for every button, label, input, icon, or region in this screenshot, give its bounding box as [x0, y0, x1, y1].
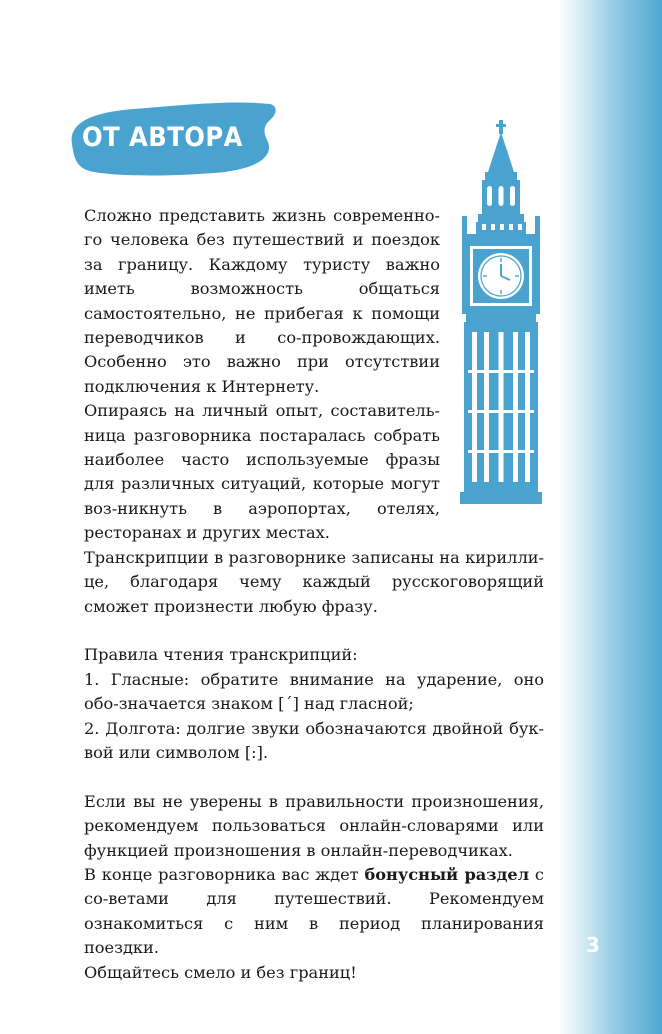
side-color-band	[558, 0, 662, 1034]
author-paragraph: Опираясь на личный опыт, составитель-ница разговорника постаралась собрать наиболее часто используемые фразы для различных ситуаций, которые могут воз-никнуть в аэропортах, отелях, ресторанах и других местах.	[84, 401, 440, 543]
closing-line: Общайтесь смело и без границ!	[84, 962, 357, 982]
bonus-text-start: В конце разговорника вас ждет	[84, 864, 365, 884]
bonus-text-end: с со-ветами для путешествий. Рекомендуем ознакомиться с ним в период планирования поездки.	[84, 864, 544, 958]
rule-vowels: 1. Гласные: обратите внимание на ударение, оно обо-значается знаком [´] над гласной;	[84, 669, 544, 714]
bonus-section-highlight: бонусный раздел	[364, 864, 530, 884]
body-text	[84, 204, 544, 985]
page-title: ОТ АВТОРА	[82, 122, 243, 153]
rule-length: 2. Долгота: долгие звуки обозначаются двойной бук-вой или символом [:].	[84, 718, 544, 762]
transcription-paragraph: Транскрипции в разговорнике записаны на кирилли-це, благодаря чему каждый русскоговорящий сможет произнести любую фразу.	[84, 547, 544, 616]
page-number: 3	[586, 933, 600, 957]
pronunciation-paragraph: Если вы не уверены в правильности произношения, рекомендуем пользоваться онлайн-словарями или функцией произношения в онлайн-переводчиках.	[84, 791, 544, 860]
intro-paragraph: Сложно представить жизнь современно-го человека без путешествий и поездок за границу. Каждому туристу важно иметь возможность общаться самостоятельно, не прибегая к помощи переводчиков и со-провождающих. Особенно это важно при отсутствии подключения к Интернету.	[84, 206, 440, 396]
rules-title: Правила чтения транскрипций:	[84, 645, 358, 665]
bonus-paragraph	[84, 863, 544, 961]
